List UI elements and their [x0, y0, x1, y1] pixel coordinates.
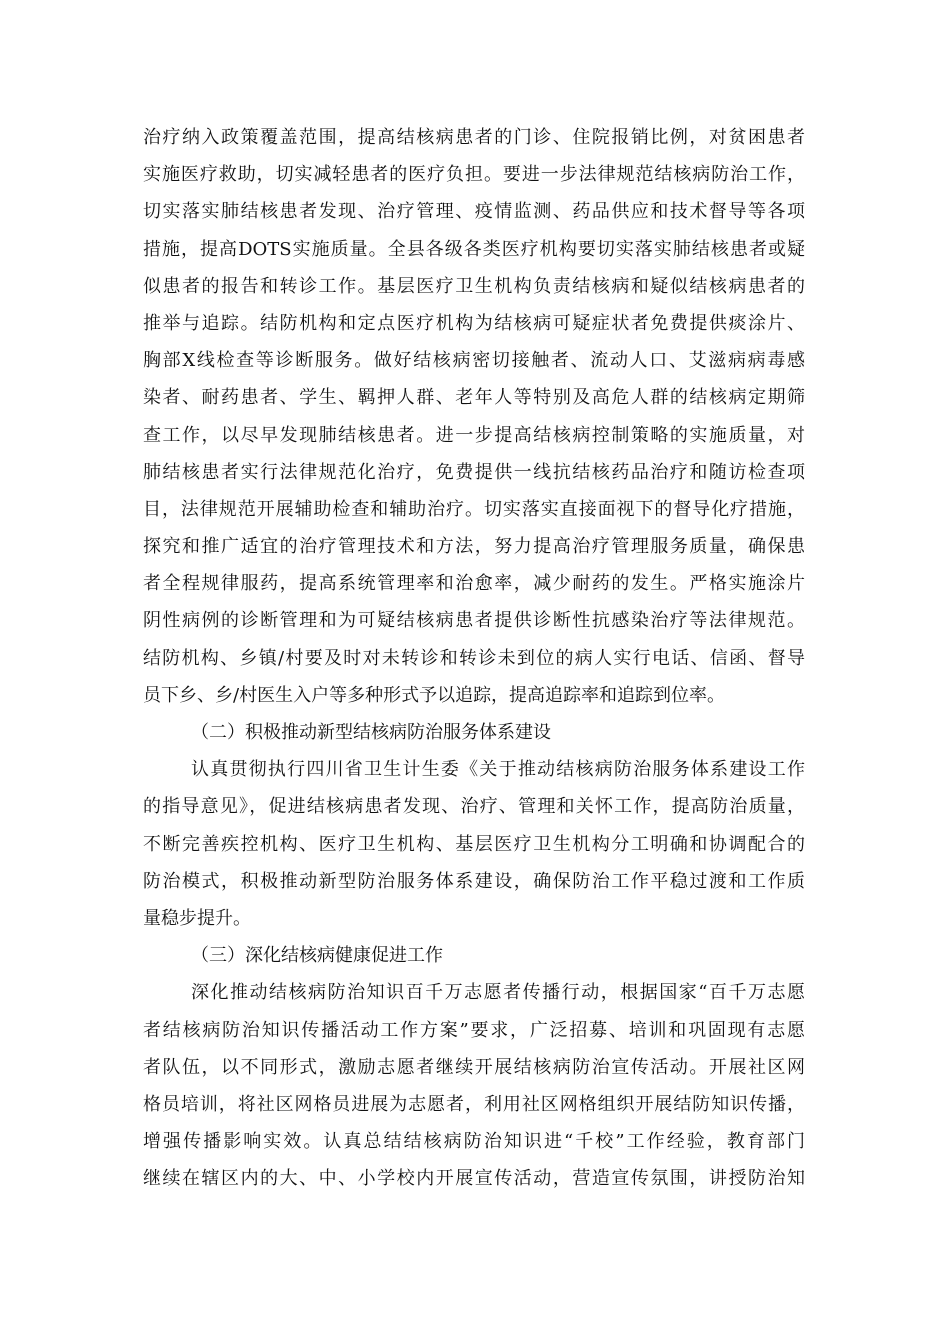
text-line: 格员培训，将社区网格员进展为志愿者，利用社区网格组织开展结防知识传播，	[143, 1093, 805, 1115]
section-heading-service-system: （二）积极推动新型结核病防治服务体系建设	[191, 722, 551, 743]
text-line: 防治模式，积极推动新型防治服务体系建设，确保防治工作平稳过渡和工作质	[143, 870, 805, 892]
text-line: 治疗纳入政策覆盖范围，提高结核病患者的门诊、住院报销比例，对贫困患者	[143, 127, 805, 148]
text-line: 染者、耐药患者、学生、羁押人群、老年人等特别及高危人群的结核病定期筛	[143, 387, 805, 409]
text-line: 似患者的报告和转诊工作。基层医疗卫生机构负责结核病和疑似结核病患者的	[143, 275, 805, 297]
text-line: 推举与追踪。结防机构和定点医疗机构为结核病可疑症状者免费提供痰涂片、	[143, 312, 805, 334]
text-line: 实施医疗救助，切实减轻患者的医疗负担。要进一步法律规范结核病防治工作，	[143, 164, 805, 186]
text-line: 阴性病例的诊断管理和为可疑结核病患者提供诊断性抗感染治疗等法律规范。	[143, 610, 805, 632]
paragraph-health-promotion	[143, 974, 805, 1197]
paragraph-service-system	[143, 751, 805, 937]
text-line: 员下乡、乡/村医生入户等多种形式予以追踪，提高追踪率和追踪到位率。	[143, 684, 726, 706]
text-line: 切实落实肺结核患者发现、治疗管理、疫情监测、药品供应和技术督导等各项	[143, 201, 805, 223]
text-line: 深化推动结核病防治知识百千万志愿者传播行动，根据国家“百千万志愿	[191, 982, 805, 1004]
text-line: 量稳步提升。	[143, 907, 251, 929]
text-line: 探究和推广适宜的治疗管理技术和方法，努力提高治疗管理服务质量，确保患	[143, 536, 805, 558]
text-line: 者结核病防治知识传播活动工作方案”要求，广泛招募、培训和巩固现有志愿	[143, 1019, 805, 1041]
text-line: 者全程规律服药，提高系统管理率和治愈率，减少耐药的发生。严格实施涂片	[143, 573, 805, 595]
text-line: 措施，提高DOTS实施质量。全县各级各类医疗机构要切实落实肺结核患者或疑	[143, 238, 805, 260]
text-line: 继续在辖区内的大、中、小学校内开展宣传活动，营造宣传氛围，讲授防治知	[143, 1168, 805, 1190]
section-heading-health-promotion: （三）深化结核病健康促进工作	[191, 945, 443, 967]
document-body	[143, 119, 805, 1197]
text-line: 认真贯彻执行四川省卫生计生委《关于推动结核病防治服务体系建设工作	[191, 759, 805, 781]
text-line: 胸部X线检查等诊断服务。做好结核病密切接触者、流动人口、艾滋病病毒感	[143, 350, 805, 372]
text-line: 目，法律规范开展辅助检查和辅助治疗。切实落实直接面视下的督导化疗措施，	[143, 498, 805, 520]
text-line: 的指导意见》，促进结核病患者发现、治疗、管理和关怀工作，提高防治质量，	[143, 796, 805, 818]
text-line: 结防机构、乡镇/村要及时对未转诊和转诊未到位的病人实行电话、信函、督导	[143, 647, 805, 669]
text-line: 增强传播影响实效。认真总结结核病防治知识进“千校”工作经验，教育部门	[143, 1131, 805, 1153]
text-line: 不断完善疾控机构、医疗卫生机构、基层医疗卫生机构分工明确和协调配合的	[143, 833, 805, 855]
text-line: 肺结核患者实行法律规范化治疗，免费提供一线抗结核药品治疗和随访检查项	[143, 461, 805, 483]
text-line: 者队伍，以不同形式，激励志愿者继续开展结核病防治宣传活动。开展社区网	[143, 1056, 805, 1078]
text-line: 查工作，以尽早发现肺结核患者。进一步提高结核病控制策略的实施质量，对	[143, 424, 805, 446]
paragraph-policy-coverage	[143, 119, 805, 714]
